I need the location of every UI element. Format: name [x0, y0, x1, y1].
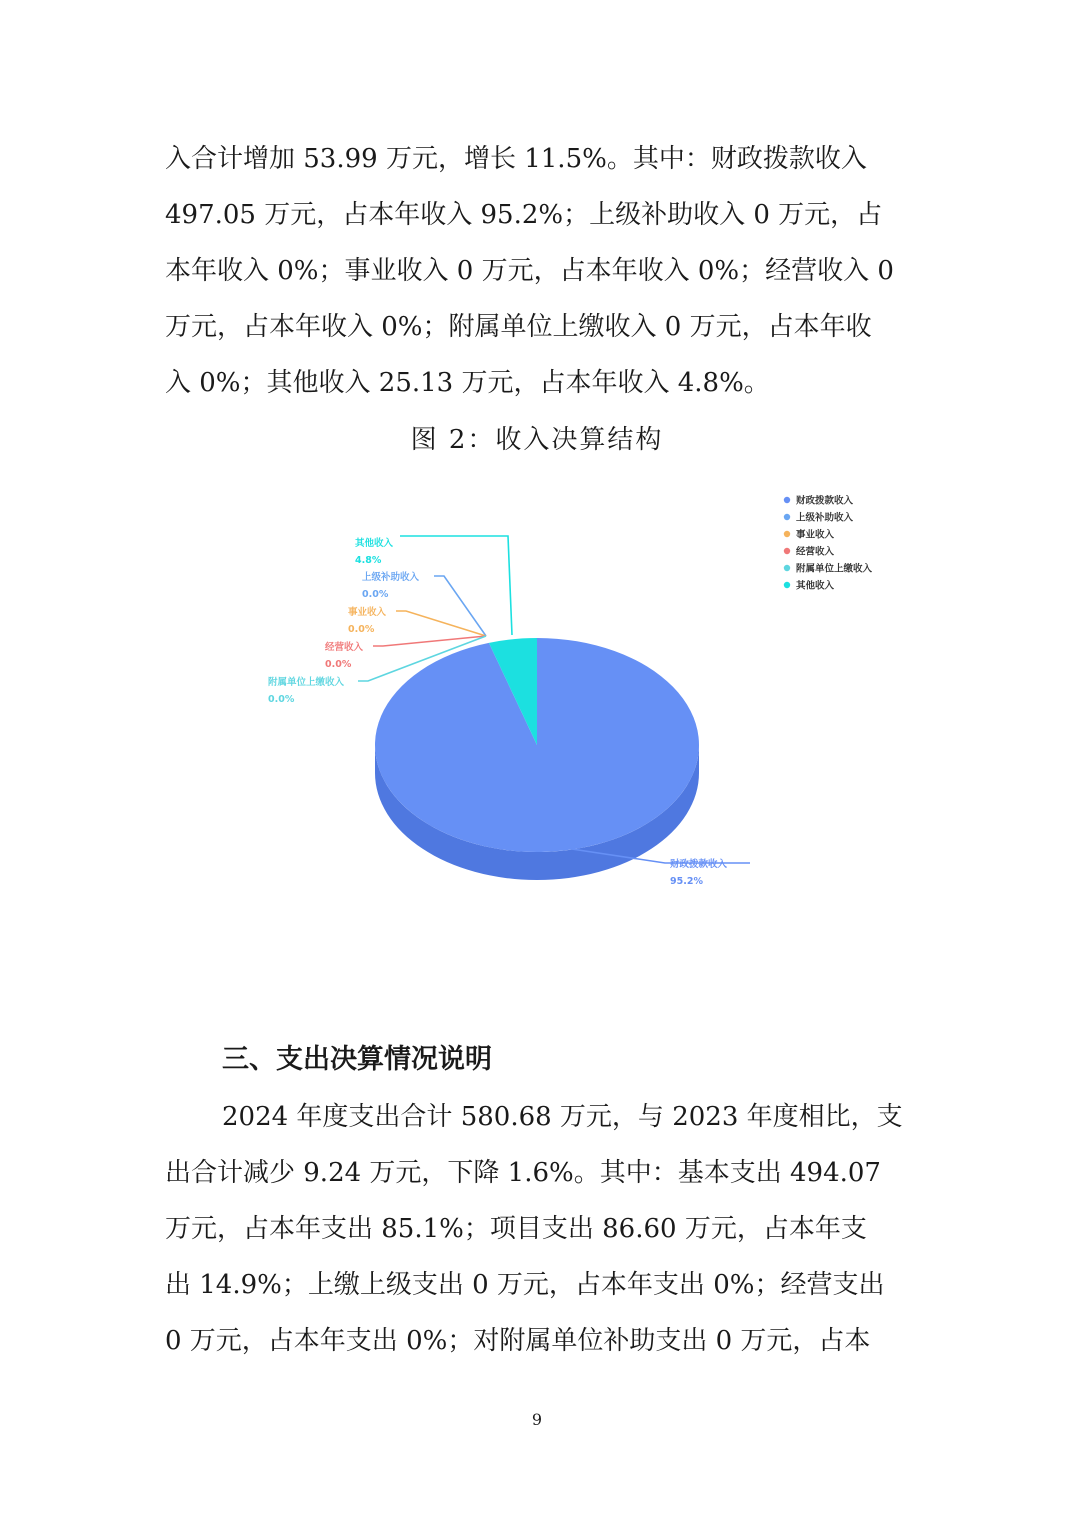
legend-marker	[784, 514, 790, 520]
slice-label-name: 财政拨款收入	[670, 859, 728, 870]
legend-label: 事业收入	[796, 529, 835, 541]
slice-label-value: 0.0%	[348, 624, 375, 635]
slice-label-value: 95.2%	[670, 876, 703, 887]
paragraph-line: 0 万元，占本年支出 0%；对附属单位补助支出 0 万元，占本	[165, 1326, 871, 1356]
slice-label-name: 经营收入	[325, 642, 364, 653]
paragraph-line: 2024 年度支出合计 580.68 万元，与 2023 年度相比，支	[222, 1102, 903, 1132]
slice-label-value: 4.8%	[355, 555, 382, 566]
legend-label: 附属单位上缴收入	[796, 563, 873, 575]
paragraph-line: 万元，占本年收入 0%；附属单位上缴收入 0 万元，占本年收	[165, 312, 872, 342]
leader-line-3	[373, 636, 486, 646]
slice-label-value: 0.0%	[362, 589, 389, 600]
paragraph-line: 万元，占本年支出 85.1%；项目支出 86.60 万元，占本年支	[165, 1214, 867, 1244]
figure-caption: 图 2：收入决算结构	[410, 425, 664, 455]
legend-label: 上级补助收入	[796, 512, 854, 524]
legend-marker	[784, 531, 790, 537]
paragraph-line: 本年收入 0%；事业收入 0 万元，占本年收入 0%；经营收入 0	[165, 256, 894, 286]
slice-label-name: 事业收入	[348, 607, 387, 618]
slice-label-name: 上级补助收入	[362, 572, 420, 583]
leader-line-5	[400, 536, 512, 635]
legend-label: 其他收入	[796, 580, 835, 592]
legend-marker	[784, 548, 790, 554]
slice-label-value: 0.0%	[325, 659, 352, 670]
page-number: 9	[531, 1410, 543, 1429]
slice-label-name: 其他收入	[355, 538, 394, 549]
paragraph-line: 入合计增加 53.99 万元，增长 11.5%。其中：财政拨款收入	[165, 144, 867, 174]
income-structure-pie-chart	[250, 480, 900, 910]
legend-label: 财政拨款收入	[796, 495, 854, 507]
legend-label: 经营收入	[796, 546, 835, 558]
paragraph-line: 497.05 万元，占本年收入 95.2%；上级补助收入 0 万元，占	[165, 200, 883, 230]
section-heading: 三、支出决算情况说明	[222, 1044, 492, 1075]
legend-marker	[784, 565, 790, 571]
paragraph-line: 入 0%；其他收入 25.13 万元，占本年收入 4.8%。	[165, 368, 770, 398]
legend-marker	[784, 582, 790, 588]
leader-line-1	[434, 576, 486, 636]
slice-label-value: 0.0%	[268, 694, 295, 705]
paragraph-line: 出 14.9%；上缴上级支出 0 万元，占本年支出 0%；经营支出	[165, 1270, 885, 1300]
paragraph-line: 出合计减少 9.24 万元，下降 1.6%。其中：基本支出 494.07	[165, 1158, 881, 1188]
slice-label-name: 附属单位上缴收入	[268, 677, 345, 688]
leader-line-2	[396, 611, 486, 636]
legend-marker	[784, 497, 790, 503]
